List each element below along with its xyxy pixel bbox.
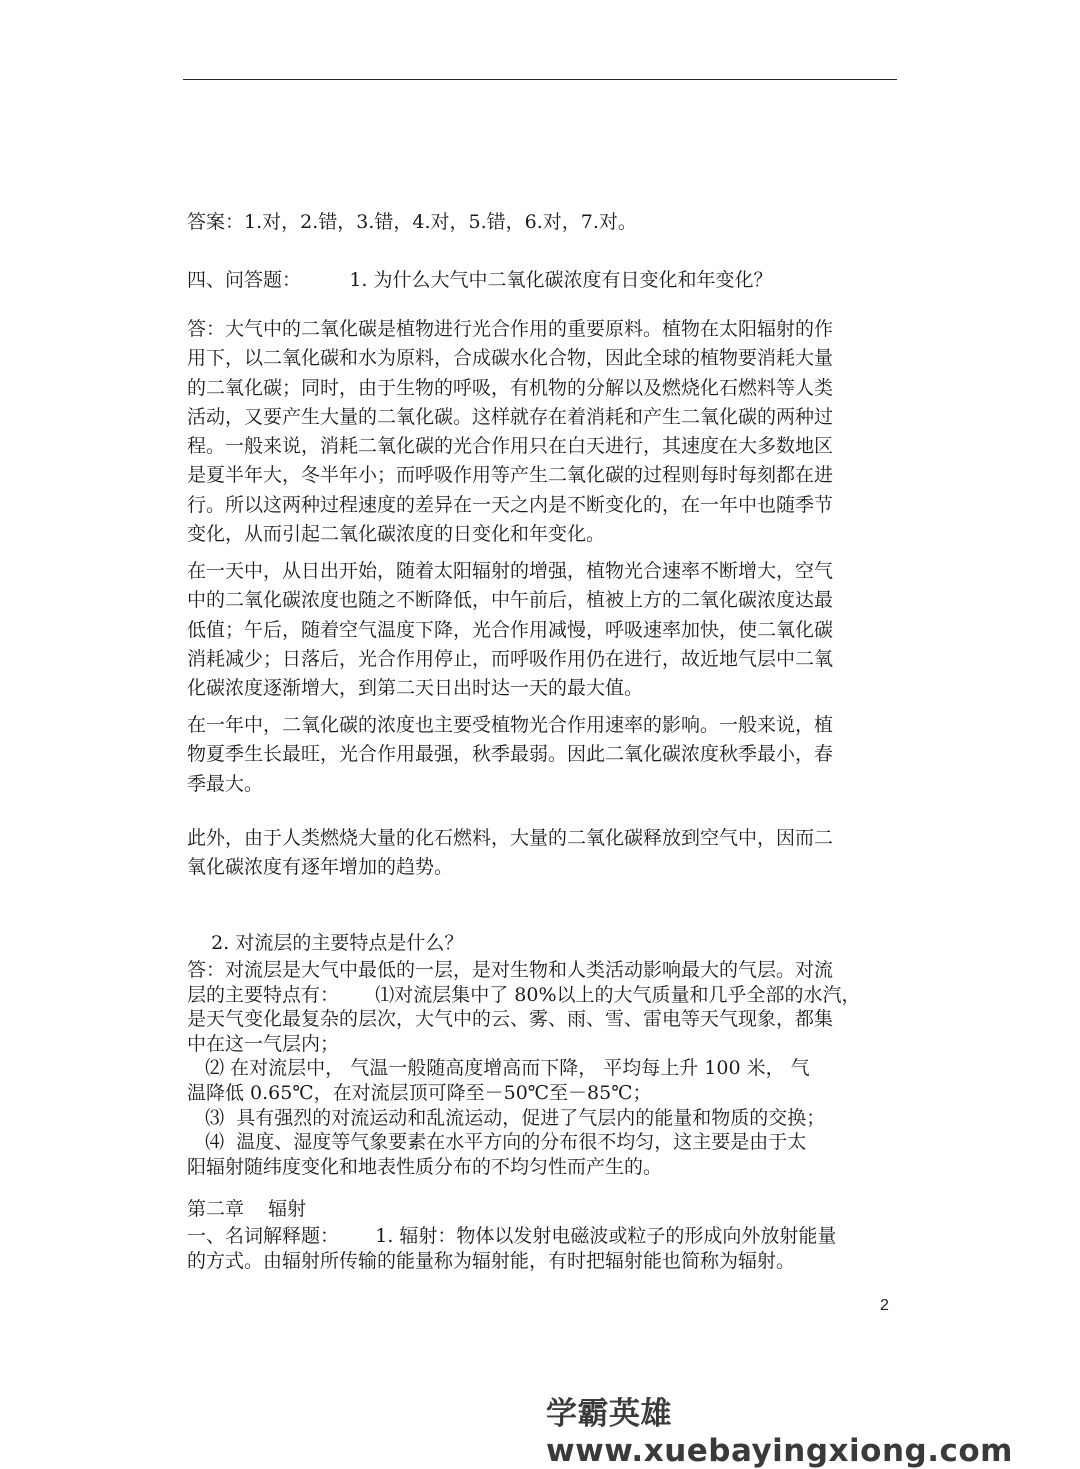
answer-line: 答案：1.对，2.错，3.错，4.对，5.错，6.对，7.对。 — [187, 211, 637, 233]
chapter-section1: 一、名词解释题： 1. 辐射：物体以发射电磁波或粒子的形成向外放射能量 的方式。由辐射所传输的能量称为辐射能，有时把辐射能也简称为辐射。 — [187, 1225, 837, 1272]
q1-answer-paragraph-4: 此外，由于人类燃烧大量的化石燃料，大量的二氧化碳释放到空气中，因而二 氧化碳浓度有逐年增加的趋势。 — [187, 827, 834, 879]
page-number: 2 — [880, 1297, 889, 1314]
section4-heading: 四、问答题： 1. 为什么大气中二氧化碳浓度有日变化和年变化？ — [187, 269, 773, 291]
chapter-title: 第二章 辐射 — [187, 1198, 307, 1220]
q2-question: 2. 对流层的主要特点是什么？ — [187, 932, 464, 954]
q2-answer: 答：对流层是大气中最低的一层，是对生物和人类活动影响最大的气层。对流 层的主要特点有： ⑴对流层集中了 80%以上的大气质量和几乎全部的水汽， 是天气变化最复杂的层次，大气中的云、雾、雨、雪、雷电等天气现象，都集 中在这一气层内； ⑵ 在对流层中， 气温一般随高度增高而下降， 平均每上升 100 米， 气 温降低 0.65℃，在对流层顶可降至－50℃至－85℃； ⑶ 具有强烈的对流运动和乱流运动，促进了气层内的能量和物质的交换； ⑷ 温度、湿度等气象要素在水平方向的分布很不均匀，这主要是由于太 阳辐射随纬度变化和地表性质分布的不均匀性而产生的。 — [187, 959, 861, 1178]
q1-answer-paragraph-3: 在一年中，二氧化碳的浓度也主要受植物光合作用速率的影响。一般来说，植 物夏季生长最旺，光合作用最强，秋季最弱。因此二氧化碳浓度秋季最小，春 季最大。 — [187, 714, 834, 795]
q1-answer-paragraph-1: 答：大气中的二氧化碳是植物进行光合作用的重要原料。植物在太阳辐射的作 用下，以二氧化碳和水为原料，合成碳水化合物，因此全球的植物要消耗大量 的二氧化碳；同时，由于生物的呼吸，有机物的分解以及燃烧化石燃料等人类 活动，又要产生大量的二氧化碳。这样就存在着消耗和产生二氧化碳的两种过 程。一般来说，消耗二氧化碳的光合作用只在白天进行，其速度在大多数地区 是夏半年大，冬半年小；而呼吸作用等产生二氧化碳的过程则每时每刻都在进 行。所以这两种过程速度的差异在一天之内是不断变化的，在一年中也随季节 变化，从而引起二氧化碳浓度的日变化和年变化。 — [187, 318, 834, 546]
q1-answer-paragraph-2: 在一天中，从日出开始，随着太阳辐射的增强，植物光合速率不断增大，空气 中的二氧化碳浓度也随之不断降低，中午前后，植被上方的二氧化碳浓度达最 低值；午后，随着空气温度下降，光合作用减慢，呼吸速率加快，使二氧化碳 消耗减少；日落后，光合作用停止，而呼吸作用仍在进行，故近地气层中二氧 化碳浓度逐渐增大，到第二天日出时达一天的最大值。 — [187, 560, 834, 700]
header-rule — [183, 79, 897, 80]
watermark: 学霸英雄 www.xuebayingxiong.com — [546, 1396, 1013, 1469]
